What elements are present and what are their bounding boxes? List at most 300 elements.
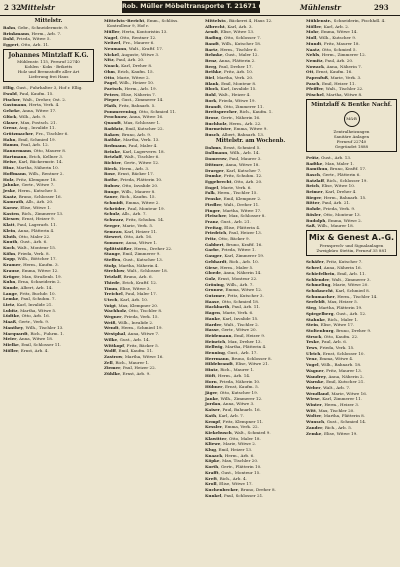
resident-name: Ziemer [104, 365, 121, 371]
resident-details: , Paul, Schuhm. 7. [18, 296, 56, 302]
resident-name: Behnke [205, 52, 223, 58]
resident-name: Höft [205, 372, 216, 378]
directory-entry [205, 92, 296, 97]
resident-name: Ulrich [306, 350, 321, 356]
advertisement-banner: Rob. Müller Möbeltransporte T. 21671 u. 74 [122, 1, 260, 13]
resident-details: , Frieda, Plätterin 10. [117, 177, 163, 183]
ad-line: Zentralheizungen [333, 128, 370, 134]
resident-details: , Martha, Plätterin 8. [321, 413, 366, 419]
resident-name: Bahn [3, 25, 16, 30]
directory-entry [3, 199, 94, 204]
resident-name: Jeske [3, 187, 16, 193]
directory-entry [104, 35, 195, 40]
resident-name: Radtke [306, 160, 323, 166]
resident-name: Pieper [104, 97, 119, 103]
resident-details: , Max, Straßenb. 19. [19, 273, 62, 279]
resident-details: , Karl, Invalide 15. [218, 86, 257, 92]
directory-entry [306, 29, 397, 34]
resident-details: , Martha, Näherin 4. [116, 262, 159, 268]
resident-details: , Paul, Arb. 11. [229, 304, 261, 310]
resident-details: , Herm., Schmied 19. [118, 325, 163, 331]
resident-name: Garbe [205, 247, 219, 253]
directory-entry [306, 277, 397, 282]
resident-details: , Wilh., Rentner 2. [25, 170, 64, 176]
directory-entry [306, 178, 397, 183]
directory-entry [306, 212, 397, 217]
resident-details: , Karl, Bäckermstr. 14. [15, 159, 63, 165]
resident-details: , Max, Tischler 20. [219, 458, 259, 464]
directory-entry [205, 242, 296, 247]
directory-entry [306, 195, 397, 200]
resident-name: Bork [205, 97, 217, 103]
resident-name: Franz [205, 218, 218, 224]
resident-name: Heidemann [205, 332, 232, 338]
resident-details: , Ernst, Arb. 4. [18, 347, 49, 353]
resident-details: , Bruno, Arb. 9. [119, 131, 152, 137]
resident-details: , Marie, Witwe 16. [328, 390, 368, 396]
directory-entry [205, 179, 296, 184]
company-logo-icon: M&B [344, 111, 360, 127]
resident-details: , Bruno, Schlosser 8. [228, 355, 272, 361]
directory-entry [306, 368, 397, 373]
resident-details: , Bruno, Arb. 6. [120, 274, 153, 280]
resident-details: , Fritz, Kutscher 3. [224, 293, 264, 299]
resident-details: , Karl, Arb. 3. [224, 23, 253, 29]
directory-entry [205, 344, 296, 349]
resident-details: , Emil, Heizer 9. [231, 332, 266, 338]
resident-name: Henning [205, 350, 225, 356]
ad-line: Holz und Brennstoffe aller Art [17, 69, 80, 75]
resident-name: Gauger [205, 253, 222, 259]
resident-name: Hartmann [3, 153, 27, 159]
resident-name: Hamm [3, 142, 19, 148]
directory-entry [3, 228, 94, 233]
resident-name: Rose [104, 171, 116, 177]
resident-name: Strehlow [104, 268, 125, 274]
directory-entry [3, 279, 94, 284]
resident-details: , Anna, Witwe 7. [125, 331, 160, 337]
directory-entry [205, 304, 296, 309]
ad-line: Lieferung frei Haus [28, 74, 69, 80]
directory-entry [306, 385, 397, 390]
resident-name: Kliewe [205, 441, 221, 447]
directory-entry [205, 18, 296, 23]
directory-entry [205, 356, 296, 361]
resident-details: , Gertr., Witwe 12. [121, 160, 160, 166]
directory-entry [3, 296, 94, 301]
resident-name: Bading [205, 35, 222, 41]
directory-entry [104, 171, 195, 176]
resident-details: , Aug., Invalide 11. [16, 125, 56, 131]
resident-details: , Anna, Witwe 3. [220, 401, 255, 407]
resident-details: , Otto, Rentner 12. [117, 34, 157, 40]
resident-details: , Walt., Tischler 22. [323, 86, 364, 92]
resident-details: , Wilh., Bahnarb. 18. [318, 362, 362, 368]
directory-entry [104, 40, 195, 45]
resident-name: Kreft [205, 475, 217, 481]
directory-entry [306, 419, 397, 424]
resident-name: Falk [205, 190, 215, 196]
directory-entry [306, 413, 397, 418]
directory-entry [205, 202, 296, 207]
resident-details: , Gust., Kutscher 13. [120, 257, 164, 263]
resident-details: , Gust., Monteur 15. [218, 469, 261, 475]
resident-details: , Elise, Witwe 17. [216, 481, 253, 487]
resident-name: Golz [205, 275, 216, 281]
resident-name: Witt [306, 407, 316, 413]
resident-name: Köhn [3, 250, 16, 256]
resident-name: Lietz [3, 302, 15, 308]
directory-entry [205, 476, 296, 481]
directory-entry [306, 24, 397, 29]
resident-name: Dumke [205, 173, 222, 179]
resident-name: Rubow [104, 182, 120, 188]
street-heading: Mittelstr. [34, 18, 63, 24]
resident-details: , Alb., Arb. 7. [119, 211, 147, 217]
resident-details: , Paul, Maler 17. [122, 291, 157, 297]
resident-details: , Marie, Verk. 3. [327, 75, 362, 81]
directory-entry [306, 339, 397, 344]
resident-details: , Bruno, Kraftf. 17. [327, 166, 367, 172]
resident-details: , Elise, Witwe 1. [17, 205, 52, 211]
resident-details: , Anna, Witwe 18. [222, 161, 260, 167]
directory-entry [3, 313, 94, 318]
directory-entry [3, 114, 94, 119]
directory-entry [306, 425, 397, 430]
resident-name: Runge [104, 188, 119, 194]
resident-name: Nehls [306, 52, 320, 58]
directory-entry [3, 211, 94, 216]
resident-details: , Wilh., Maurer 18. [314, 223, 355, 229]
directory-entry [205, 436, 296, 441]
resident-name: Jordan [205, 401, 221, 407]
directory-entry [104, 286, 195, 291]
resident-details: , Max, Maler 1. [322, 160, 355, 166]
resident-name: Schmeling [306, 282, 331, 288]
resident-details: , Emil, Arb. 11. [334, 270, 366, 276]
resident-name: Gebhardt [205, 258, 227, 264]
resident-name: Richter [104, 160, 122, 166]
resident-name: Kramer [3, 262, 21, 268]
resident-name: Winter [306, 402, 322, 408]
resident-name: Hildebrandt [205, 361, 233, 367]
resident-details: , Walt., Tischler 2. [221, 321, 260, 327]
directory-entry [306, 379, 397, 384]
directory-entry [205, 24, 296, 29]
resident-details: , Frz., Maurer 6. [120, 40, 155, 46]
directory-entry [104, 132, 195, 137]
directory-entry [306, 345, 397, 350]
resident-name: Weiß [104, 319, 116, 325]
resident-details: , Herm., Kaufm. 3. [20, 262, 59, 268]
directory-entry [306, 265, 397, 270]
resident-name: Rieck [104, 165, 117, 171]
resident-name: Nitz [104, 57, 114, 63]
resident-name: Bandt [205, 40, 219, 46]
resident-name: Venz [306, 356, 317, 362]
directory-entry [104, 103, 195, 108]
resident-details: , Frieda, Näherin 10. [216, 378, 261, 384]
resident-details: , Bruno, Dreher 9. [333, 327, 372, 333]
resident-name: Rösler [306, 211, 321, 217]
resident-name: Weber [306, 384, 321, 390]
coal-advertisement [3, 49, 94, 82]
resident-details: , Frieda, Witwe 5. [13, 36, 51, 42]
entries-a [306, 18, 397, 97]
directory-entry [104, 80, 195, 85]
directory-entry [3, 85, 94, 90]
resident-name: Wachholz [104, 308, 126, 314]
resident-name: Otto [104, 74, 115, 80]
resident-details: , Karl, Invalide 15. [219, 315, 259, 321]
directory-entry [104, 234, 195, 239]
resident-details: , Otto, Schmied 5. [319, 46, 357, 52]
resident-details: , Marie, Witwe 2. [114, 74, 150, 80]
directory-entry [3, 348, 94, 353]
resident-details: , Erna, Schneiderin 2. [15, 279, 61, 285]
directory-entry [3, 308, 94, 313]
directory-entry [3, 256, 94, 261]
resident-name: Klug [205, 447, 216, 453]
resident-name: Harder [205, 321, 222, 327]
directory-entry [306, 311, 397, 316]
resident-name: Wagner [306, 367, 324, 373]
directory-entry [104, 183, 195, 188]
directory-entry [306, 52, 397, 57]
resident-details: , Otto, Kaufm. 22. [321, 333, 359, 339]
resident-name: Friedrich [205, 230, 227, 236]
resident-name: Wolff [104, 348, 116, 354]
resident-details: , Gertr., Witwe 20. [218, 327, 257, 333]
directory-entry [104, 143, 195, 148]
directory-entry [205, 316, 296, 321]
resident-details: , Paul, Arb. 21. [319, 200, 351, 206]
entries-a [104, 18, 195, 376]
directory-entry [306, 271, 397, 276]
resident-details: , Anna, Näherin 14. [220, 270, 262, 276]
directory-entry [306, 200, 397, 205]
resident-details: , Martha, Plätterin 4. [222, 344, 267, 350]
directory-entry [104, 268, 195, 273]
resident-name: Steffen [104, 257, 121, 263]
resident-details: , Herm., Heizer 3. [321, 402, 360, 408]
directory-entry [3, 234, 94, 239]
directory-entry [104, 114, 195, 119]
resident-name: Rathke [104, 137, 121, 143]
directory-entry [3, 171, 94, 176]
resident-name: Berg [205, 63, 217, 69]
directory-entry [306, 391, 397, 396]
resident-details: , Anna, Witwe 16. [126, 114, 164, 120]
resident-details: , Wilh., Kutscher 18. [218, 40, 262, 46]
resident-name: Meier [3, 336, 17, 342]
resident-name: Scheel [306, 265, 322, 271]
resident-name: Engel [205, 184, 219, 190]
resident-name: Ewald [3, 91, 17, 97]
resident-name: Rasch [306, 171, 320, 177]
directory-entry [205, 208, 296, 213]
directory-entry [205, 35, 296, 40]
directory-entry [104, 166, 195, 171]
directory-entry [104, 251, 195, 256]
resident-details: , Emil, Heizer 11. [319, 80, 356, 86]
resident-details: , Paul, Schlosser 21. [221, 492, 264, 498]
resident-name: Holz [3, 176, 14, 182]
directory-entry [3, 120, 94, 125]
directory-entry [3, 291, 94, 296]
resident-details: , Marie, Witwe 20. [330, 282, 369, 288]
resident-details: , Otto, Arb. 16. [19, 313, 51, 319]
resident-details: , Erich, Kaufm. 15. [114, 68, 154, 74]
resident-name: Ramthun [306, 166, 328, 172]
resident-details: , Anna, Witwe 18. [16, 336, 54, 342]
resident-name: Ritter [306, 200, 320, 206]
directory-entry [3, 336, 94, 341]
resident-details: , Walt., Tischler 6. [121, 154, 160, 160]
resident-details: , Karl, Invalide 21. [14, 302, 53, 308]
directory-entry [205, 282, 296, 287]
resident-details: , Walt., Schmied 9. [231, 429, 271, 435]
resident-name: Fenske [205, 196, 222, 202]
resident-details: , Otto, Arb. 11. [18, 42, 50, 48]
resident-details: , Rich., Kaufm. 15. [117, 194, 156, 200]
resident-name: Pfeiffer [306, 86, 324, 92]
resident-name: Wegner [104, 314, 122, 320]
resident-details: , Gust., Arb. 14. [117, 336, 150, 342]
resident-name: Hanke [205, 315, 220, 321]
resident-name: Gehrke [3, 108, 20, 114]
ad-line: Fernsprech- und Signalanlagen [319, 243, 384, 249]
resident-name: Lemke [3, 296, 19, 302]
resident-name: Eggert [3, 42, 19, 48]
resident-name: Zastrow [104, 353, 123, 359]
resident-details: , Rich., Maurer 1. [112, 359, 150, 365]
page-number-left: 2 32 [4, 3, 22, 12]
resident-name: Brandt [205, 103, 221, 109]
resident-name: Nickel [104, 51, 119, 57]
resident-name: Brose [205, 114, 219, 120]
resident-details: , Martha, Witwe 5. [17, 307, 57, 313]
resident-details: , Karl, Heizer 11. [121, 228, 158, 234]
directory-entry [306, 35, 397, 40]
running-head-right: Mühlenstr [300, 3, 341, 12]
directory-entry [104, 86, 195, 91]
directory-entry [3, 285, 94, 290]
resident-name: Schulz [104, 211, 120, 217]
resident-name: Rieger [306, 194, 322, 200]
directory-entry [306, 69, 397, 74]
directory-entry [205, 396, 296, 401]
resident-name: Lange [3, 290, 17, 296]
resident-name: Block [205, 86, 219, 92]
directory-entry [306, 155, 397, 160]
directory-entry [104, 291, 195, 296]
directory-entry [205, 126, 296, 131]
resident-details: , Fritz, Klempner 11. [220, 418, 264, 424]
directory-entry [3, 102, 94, 107]
resident-name: Mohr [306, 29, 319, 35]
resident-details: , Herm., Maler 5. [217, 264, 254, 270]
directory-entry [104, 194, 195, 199]
directory-entry [306, 81, 397, 86]
resident-name: Sauer [104, 194, 118, 200]
directory-entry [205, 419, 296, 424]
resident-details: , Paul, Dreher 17. [216, 63, 253, 69]
resident-details: , Emil, Monteur 8. [218, 80, 257, 86]
resident-name: Utech [104, 296, 118, 302]
directory-entry [205, 493, 296, 498]
resident-details: , Martha, Verk. 20. [214, 75, 254, 81]
resident-name: Redmann [104, 142, 126, 148]
resident-details: , Karl, Arb. 7. [216, 412, 245, 418]
resident-details: , Karl, Schmied 8. [332, 288, 371, 293]
directory-entry [3, 331, 94, 336]
directory-entry [205, 453, 296, 458]
resident-name: Gastmann [3, 102, 27, 108]
resident-name: Teske [306, 339, 319, 345]
directory-column-1 [3, 18, 94, 564]
directory-entry [3, 205, 94, 210]
resident-details: , Elise, Witwe 17. [317, 322, 355, 328]
resident-details: , Martha, Witwe 17. [220, 207, 262, 213]
resident-details: , Anna, Witwe 17. [19, 108, 57, 114]
ad-title: Mintzlaff & Bentke Nachf. [311, 102, 392, 109]
directory-entry [205, 265, 296, 270]
resident-name: Voigt [104, 302, 116, 308]
resident-name: Wendt [104, 325, 119, 331]
resident-details: , Walt., Heizer 4. [215, 92, 251, 98]
directory-entry [205, 407, 296, 412]
resident-name: Lubitz [3, 307, 18, 313]
directory-entry [104, 52, 195, 57]
directory-entry [104, 280, 195, 285]
directory-entry [205, 98, 296, 103]
resident-name: Schumacher [306, 293, 335, 299]
resident-details: , Otto, Schlosser 7. [221, 35, 261, 41]
directory-entry [306, 206, 397, 211]
resident-name: Ohm [104, 68, 115, 74]
entries-b [205, 145, 296, 498]
resident-details: , Emm., Schlöss. Kontrolleur 9, Hof r. [107, 18, 179, 29]
ad-title: Johannes Mintzlaff K.G. [8, 52, 89, 60]
directory-entry [104, 308, 195, 313]
resident-details: , Herm., Arb. 3. [116, 165, 150, 171]
ad-line: Mühlenstr. 115, Fernruf 22740 [17, 59, 80, 65]
resident-name: Noack [104, 63, 119, 69]
resident-details: , Fritz, Bahnarb. 5. [116, 103, 156, 109]
resident-details: , Ernst, Bäcker 17. [115, 171, 154, 177]
resident-details: , Schneiderin, Fischhdl. 4. [331, 18, 386, 23]
directory-entry [205, 75, 296, 80]
directory-entry [306, 408, 397, 413]
resident-details: , Rich., Fuhrm. 1. [27, 330, 65, 336]
resident-details: , Ernst, Schmied 5. [220, 144, 261, 150]
directory-entry [3, 137, 94, 142]
directory-entry [3, 125, 94, 130]
directory-entry [205, 190, 296, 195]
resident-name: Moll [306, 35, 317, 41]
directory-entry [205, 196, 296, 201]
directory-entry [205, 145, 296, 150]
directory-entry [3, 245, 94, 250]
resident-details: , Emil, Schlosser 11. [18, 341, 62, 347]
directory-entry [104, 314, 195, 319]
directory-entry [306, 189, 397, 194]
resident-details: , Gust., Schmied 14. [324, 419, 367, 425]
directory-entry [205, 339, 296, 344]
directory-entry [306, 41, 397, 46]
directory-entry [306, 223, 397, 228]
